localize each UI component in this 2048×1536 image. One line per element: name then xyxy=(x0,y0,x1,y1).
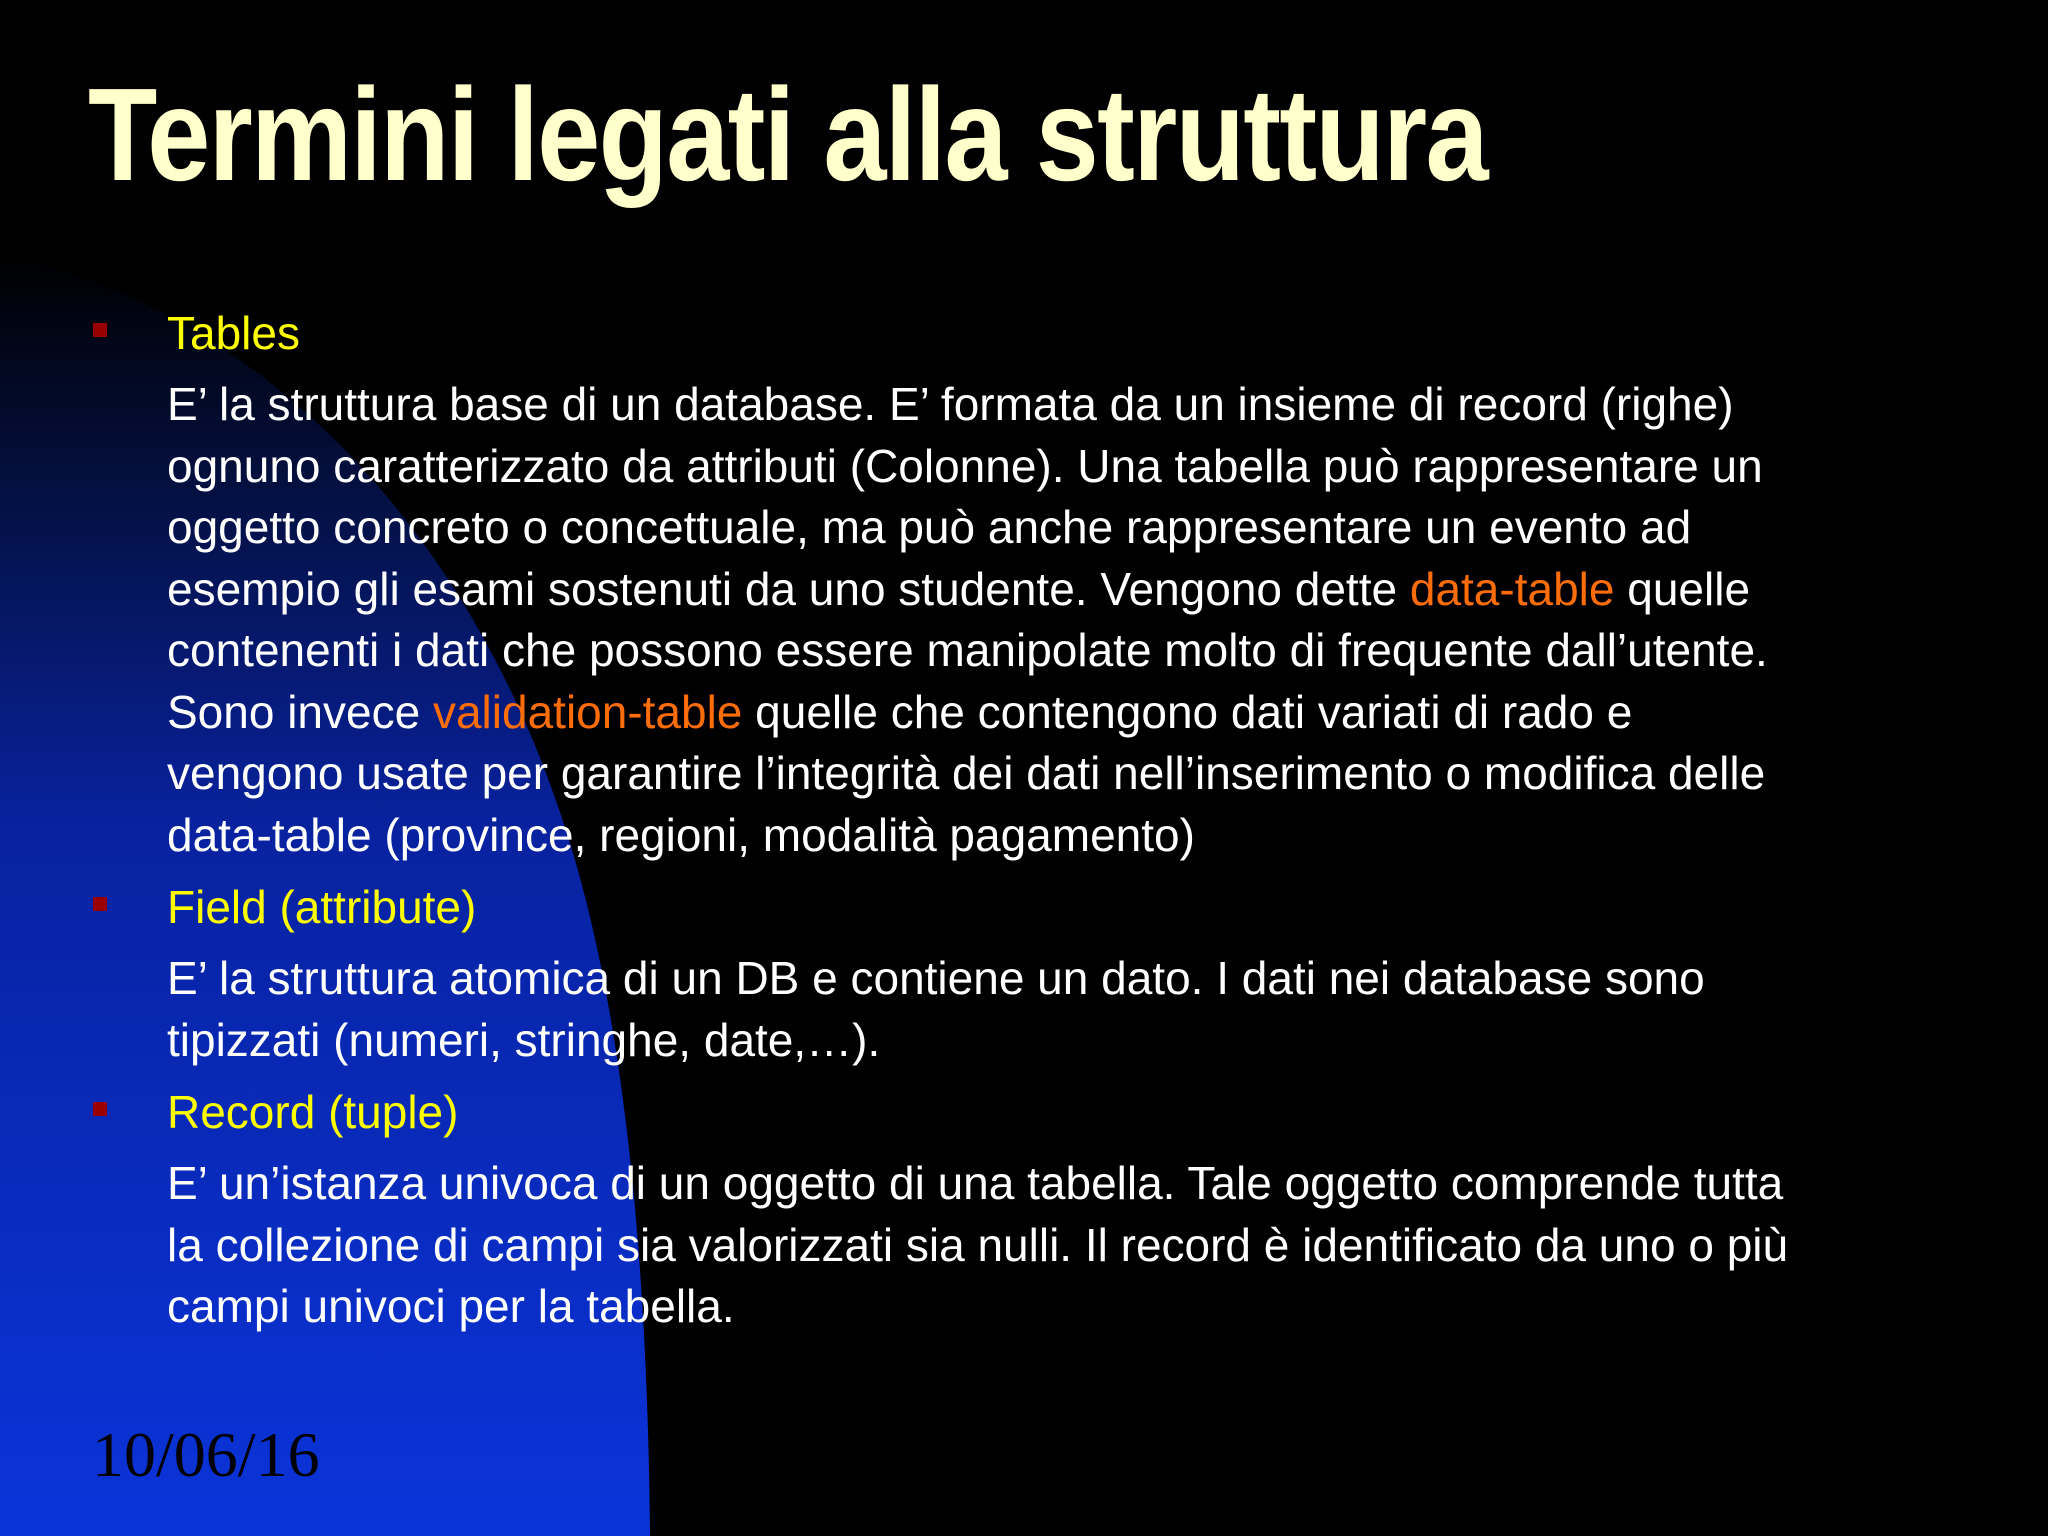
highlight-term-validation-table: validation-table xyxy=(432,685,743,738)
list-item-field xyxy=(88,874,1988,1071)
item-description xyxy=(167,374,2048,866)
text-line: esempio gli esami sostenuti da uno studente. Vengono dette data-table quelle xyxy=(167,562,1751,615)
text-line: E’ la struttura base di un database. E’ formata da un insieme di record (righe) xyxy=(167,378,1734,430)
text-line: contenenti i dati che possono essere manipolate molto di frequente dall’utente. xyxy=(167,624,1768,676)
text-line: vengono usate per garantire l’integrità dei dati nell’inserimento o modifica delle xyxy=(167,747,1766,799)
text-line: Sono invece validation-table quelle che contengono dati variati di rado e xyxy=(167,685,1633,738)
item-heading: Field (attribute) xyxy=(167,881,477,933)
text-line: data-table (province, regioni, modalità pagamento) xyxy=(167,808,1195,861)
item-heading: Tables xyxy=(167,307,300,359)
square-bullet-icon xyxy=(93,323,107,337)
text-line: ognuno caratterizzato da attributi (Colonne). Una tabella può rappresentare un xyxy=(167,439,1763,492)
item-description xyxy=(167,1153,2048,1338)
highlight-term-data-table: data-table xyxy=(1409,562,1615,615)
square-bullet-icon xyxy=(93,897,107,911)
text-line: E’ la struttura atomica di un DB e contiene un dato. I dati nei database sono xyxy=(167,952,1705,1004)
text-line: campi univoci per la tabella. xyxy=(167,1280,735,1332)
slide-title: Termini legati alla struttura xyxy=(88,61,1487,208)
slide-date: 10/06/16 xyxy=(92,1419,320,1490)
list-item-record xyxy=(88,1079,1988,1338)
text-line: oggetto concreto o concettuale, ma può anche rappresentare un evento ad xyxy=(167,501,1692,553)
text-line: E’ un’istanza univoca di un oggetto di una tabella. Tale oggetto comprende tutta xyxy=(167,1157,1784,1209)
item-heading: Record (tuple) xyxy=(167,1086,459,1138)
list-item-tables xyxy=(88,300,1988,866)
bullet-list xyxy=(88,300,1988,1346)
item-description xyxy=(167,948,2048,1071)
text-line: tipizzati (numeri, stringhe, date,…). xyxy=(167,1013,881,1066)
text-line: la collezione di campi sia valorizzati sia nulli. Il record è identificato da uno o più xyxy=(167,1218,1789,1271)
square-bullet-icon xyxy=(93,1102,107,1116)
